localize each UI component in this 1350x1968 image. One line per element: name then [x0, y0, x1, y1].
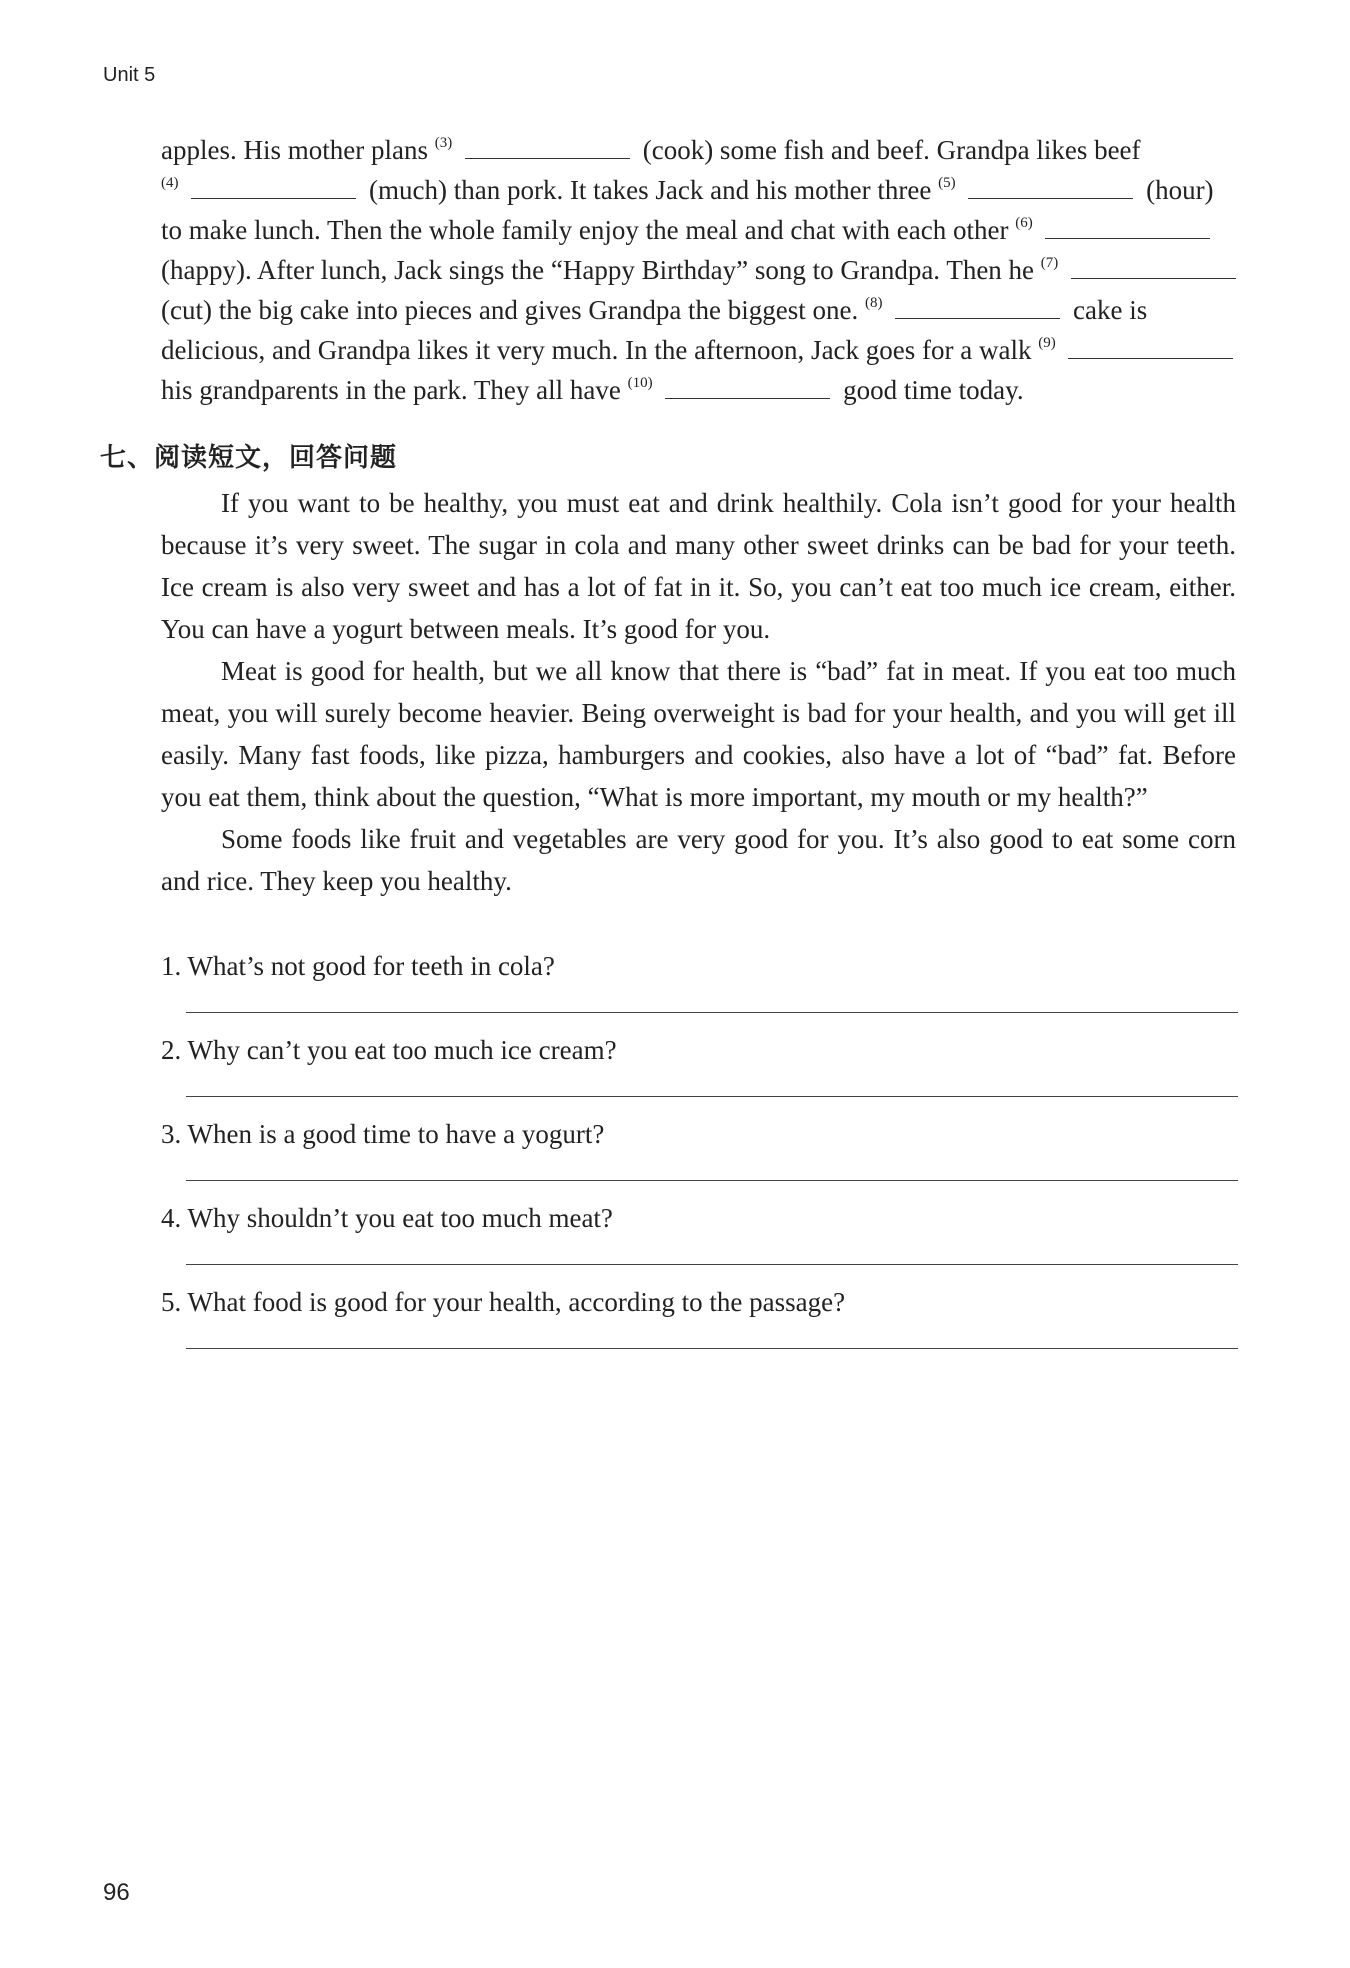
blank-number: (8) — [865, 295, 883, 311]
question-item — [161, 1114, 1241, 1198]
fill-blank-7[interactable] — [1071, 254, 1236, 279]
answer-line[interactable] — [186, 1180, 1238, 1181]
cloze-text: his grandparents in the park. They all have — [161, 375, 621, 405]
reading-passage — [161, 482, 1236, 902]
cloze-line — [161, 210, 1241, 250]
answer-line[interactable] — [186, 1012, 1238, 1013]
fill-blank-3[interactable] — [465, 134, 630, 159]
cloze-text: (hour) — [1146, 175, 1214, 205]
fill-blank-6[interactable] — [1045, 214, 1210, 239]
cloze-line — [161, 330, 1241, 370]
cloze-line — [161, 370, 1241, 410]
question-item — [161, 1198, 1241, 1282]
question-item — [161, 1030, 1241, 1114]
passage-paragraph: Some foods like fruit and vegetables are very good for you. It’s also good to eat some corn and rice. They keep you healthy. — [161, 824, 1236, 896]
blank-number: (10) — [627, 375, 653, 391]
fill-blank-10[interactable] — [665, 374, 830, 399]
question-item — [161, 1282, 1241, 1366]
question-item — [161, 946, 1241, 1030]
blank-number: (3) — [434, 135, 453, 151]
cloze-text: (much) than pork. It takes Jack and his mother three — [369, 175, 932, 205]
blank-number: (5) — [938, 175, 956, 191]
cloze-line — [161, 170, 1241, 210]
answer-line[interactable] — [186, 1096, 1238, 1097]
question-text: 1. What’s not good for teeth in cola? — [161, 951, 555, 981]
question-text: 2. Why can’t you eat too much ice cream? — [161, 1035, 617, 1065]
cloze-text: cake is — [1073, 295, 1148, 325]
cloze-line — [161, 130, 1241, 170]
question-list — [161, 946, 1241, 1366]
cloze-text: (happy). After lunch, Jack sings the “Happy Birthday” song to Grandpa. Then he — [161, 255, 1035, 285]
blank-number: (4) — [161, 175, 179, 191]
blank-number: (6) — [1015, 215, 1033, 231]
passage-paragraph: Meat is good for health, but we all know that there is “bad” fat in meat. If you eat too much meat, you will surely become heavier. Being overweight is bad for your health, and you will get ill easily. Many fast foods, like pizza, hamburgers and cookies, also have a lot of “bad” fat. Before you eat them, think about the question, “What is more important, my mouth or my health?” — [161, 656, 1236, 812]
cloze-passage — [161, 130, 1241, 410]
fill-blank-5[interactable] — [968, 174, 1133, 199]
cloze-text: (cook) some fish and beef. Grandpa likes beef — [642, 135, 1141, 165]
unit-label: Unit 5 — [103, 64, 156, 86]
cloze-line — [161, 290, 1241, 330]
question-text: 5. What food is good for your health, according to the passage? — [161, 1287, 846, 1317]
cloze-text: delicious, and Grandpa likes it very much. In the afternoon, Jack goes for a walk — [161, 335, 1032, 365]
cloze-text: apples. His mother plans — [161, 135, 428, 165]
section-title: 七、阅读短文，回答问题 — [100, 443, 398, 473]
cloze-text: (cut) the big cake into pieces and gives Grandpa the biggest one. — [161, 295, 859, 325]
cloze-text: to make lunch. Then the whole family enjoy the meal and chat with each other — [161, 215, 1009, 245]
question-text: 3. When is a good time to have a yogurt? — [161, 1119, 605, 1149]
passage-paragraph: If you want to be healthy, you must eat and drink healthily. Cola isn’t good for your health because it’s very sweet. The sugar in cola and many other sweet drinks can be bad for your teeth. Ice cream is also very sweet and has a lot of fat in it. So, you can’t eat too much ice cream, either. You can have a yogurt between meals. It’s good for you. — [161, 488, 1236, 644]
cloze-line — [161, 250, 1241, 290]
blank-number: (7) — [1040, 255, 1059, 271]
fill-blank-4[interactable] — [191, 174, 356, 199]
answer-line[interactable] — [186, 1264, 1238, 1265]
question-text: 4. Why shouldn’t you eat too much meat? — [161, 1203, 613, 1233]
fill-blank-9[interactable] — [1068, 334, 1233, 359]
cloze-text: good time today. — [843, 375, 1024, 405]
blank-number: (9) — [1038, 335, 1056, 351]
page-number: 96 — [103, 1879, 130, 1906]
fill-blank-8[interactable] — [895, 294, 1060, 319]
answer-line[interactable] — [186, 1348, 1238, 1349]
